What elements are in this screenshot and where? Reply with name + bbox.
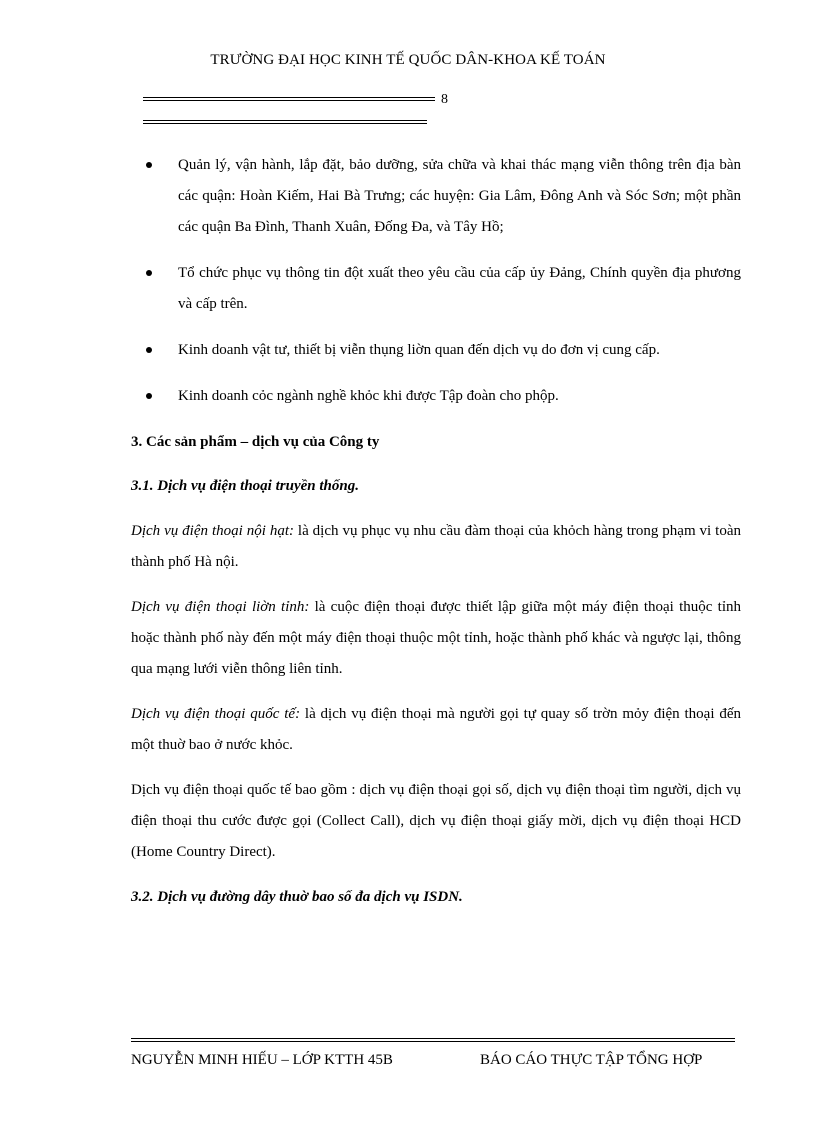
section-heading: 3. Các sản phẩm – dịch vụ của Công ty — [131, 434, 380, 450]
header-rule — [143, 97, 435, 101]
bullet-icon — [146, 393, 152, 399]
list-item — [131, 258, 741, 320]
footer-author: NGUYỄN MINH HIẾU – LỚP KTTH 45B — [131, 1052, 393, 1068]
list-item — [131, 150, 741, 243]
paragraph — [131, 516, 741, 578]
bullet-icon — [146, 347, 152, 353]
bullet-list — [131, 150, 741, 412]
paragraph-text: là cuộc điện thoại được thiết lập giữa một máy điện thoại thuộc tỉnh hoặc thành phố này đến một máy điện thoại thuộc một tỉnh, hoặc thành phố khác và ngược lại, thông qua mạng lưới viễn thông liên tỉnh. — [131, 599, 741, 677]
term: Dịch vụ điện thoại liờn tỉnh: — [131, 599, 310, 615]
list-item-text: Kinh doanh cỏc ngành nghề khỏc khi được Tập đoàn cho phộp. — [178, 388, 559, 404]
term: Dịch vụ điện thoại quốc tế: — [131, 706, 301, 722]
page-number: 8 — [441, 92, 448, 107]
footer-rule — [131, 1038, 735, 1042]
header-title: TRƯỜNG ĐẠI HỌC KINH TẾ QUỐC DÂN-KHOA KẾ TOÁN — [210, 52, 606, 68]
list-item — [131, 381, 741, 412]
list-item-text: Tổ chức phục vụ thông tin đột xuất theo yêu cầu của cấp ủy Đảng, Chính quyền địa phương và cấp trên. — [178, 265, 741, 312]
body-content — [131, 150, 741, 927]
bullet-icon — [146, 270, 152, 276]
paragraph — [131, 592, 741, 685]
footer-report-title: BÁO CÁO THỰC TẬP TỔNG HỢP — [480, 1052, 703, 1068]
paragraph-text: Dịch vụ điện thoại quốc tế bao gồm : dịch vụ điện thoại gọi số, dịch vụ điện thoại tìm người, dịch vụ điện thoại thu cước được gọi (Collect Call), dịch vụ điện thoại giấy mời, dịch vụ điện thoại HCD (Home Country Direct). — [131, 782, 741, 860]
subsection-heading: 3.2. Dịch vụ đường dây thuờ bao số đa dịch vụ ISDN. — [131, 889, 463, 905]
paragraph-text: là dịch vụ phục vụ nhu cầu đàm thoại của khỏch hàng trong phạm vi toàn thành phố Hà nội. — [131, 523, 741, 570]
paragraph — [131, 699, 741, 761]
header-rule-lower — [143, 120, 427, 124]
subsection-heading: 3.1. Dịch vụ điện thoại truyền thống. — [131, 478, 359, 494]
bullet-icon — [146, 162, 152, 168]
paragraph-text: là dịch vụ điện thoại mà người gọi tự quay số trờn mỏy điện thoại đến một thuờ bao ở nước khỏc. — [131, 706, 741, 753]
list-item — [131, 335, 741, 366]
paragraph — [131, 775, 741, 868]
term: Dịch vụ điện thoại nội hạt: — [131, 523, 294, 539]
list-item-text: Quản lý, vận hành, lắp đặt, bảo dưỡng, sửa chữa và khai thác mạng viễn thông trên địa bàn các quận: Hoàn Kiếm, Hai Bà Trưng; các huyện: Gia Lâm, Đông Anh và Sóc Sơn; một phần các quận Ba Đình, Thanh Xuân, Đống Đa, và Tây Hồ; — [178, 157, 741, 235]
list-item-text: Kinh doanh vật tư, thiết bị viễn thụng liờn quan đến dịch vụ do đơn vị cung cấp. — [178, 342, 660, 358]
